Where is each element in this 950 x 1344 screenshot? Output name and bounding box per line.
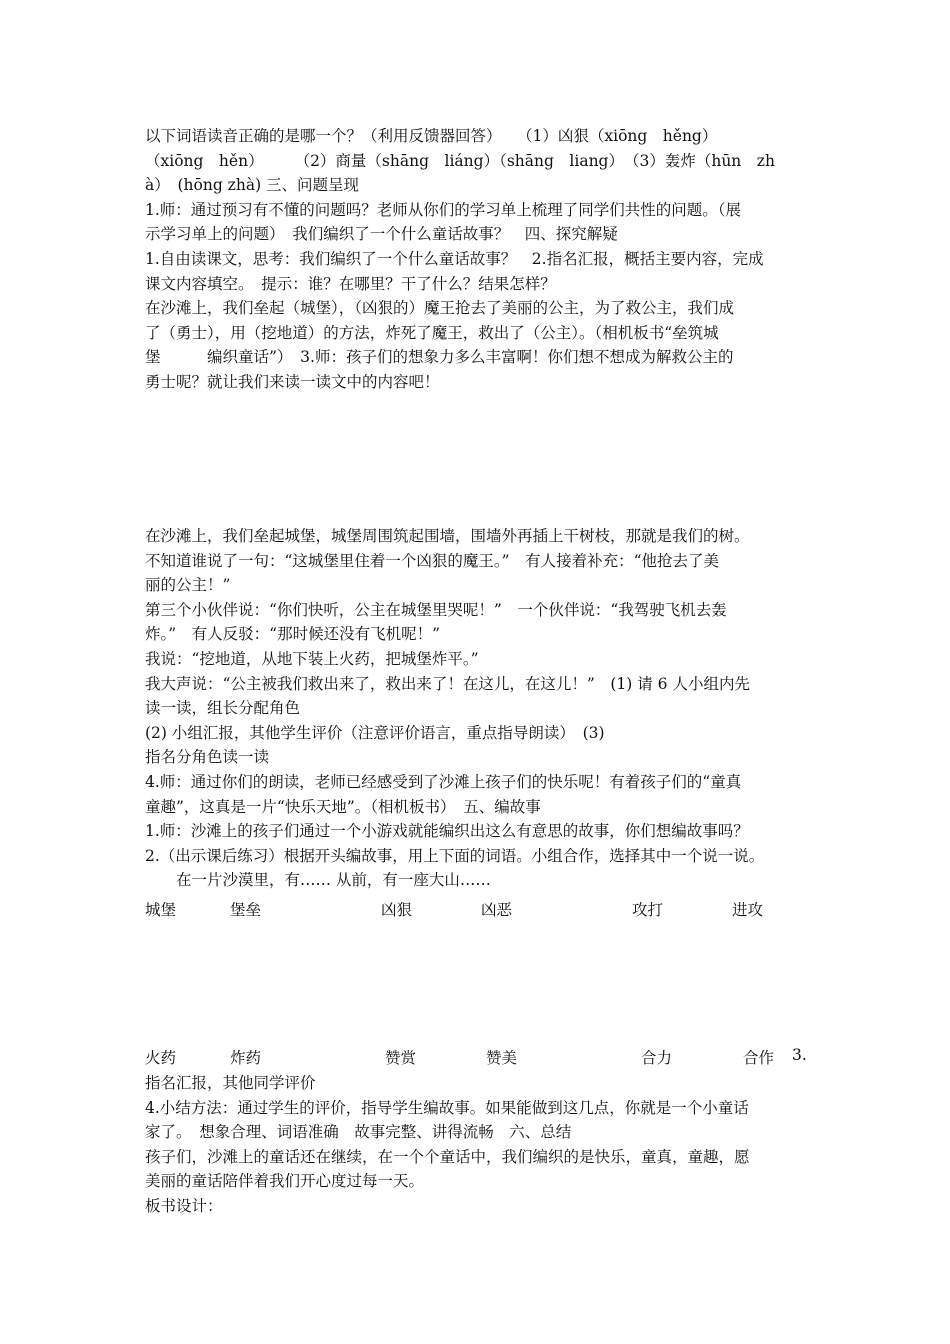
text-line: 我大声说：“公主被我们救出来了，救出来了！在这儿，在这儿！” (1) 请 6 人小组内先 xyxy=(145,674,750,693)
vocab-word: 火药 xyxy=(145,1049,177,1067)
text-line: (2) 小组汇报，其他学生评价（注意评价语言，重点指导朗读） (3) xyxy=(145,723,605,742)
vocabulary-row-1 xyxy=(145,898,810,923)
text-line: 2.（出示课后练习）根据开头编故事，用上下面的词语。小组合作，选择其中一个说一说。 xyxy=(145,846,765,865)
board-design-heading: 板书设计： xyxy=(145,1196,223,1215)
vocab-word: 炸药 xyxy=(230,1049,262,1067)
text-line: 指名分角色读一读 xyxy=(145,748,270,767)
section-intro-questions xyxy=(145,124,810,395)
text-line: 在沙滩上，我们垒起（城堡），（凶狠的）魔王抢去了美丽的公主，为了救公主，我们成 xyxy=(145,299,735,318)
vocab-word: 攻打 xyxy=(632,901,664,919)
text-line: 示学习单上的问题） 我们编织了一个什么童话故事？ 四、探究解疑 xyxy=(145,225,618,244)
text-line: （xiōng hěn） （2）商量（shāng liáng）（shāng liang） （3）轰炸（hūn zh xyxy=(145,151,775,170)
section-summary xyxy=(145,1071,810,1219)
vocab-word: 堡垒 xyxy=(230,901,262,919)
text-line: 第三个小伙伴说：“你们快听，公主在城堡里哭呢！” 一个伙伴说：“我驾驶飞机去轰 xyxy=(145,600,727,619)
vocab-word: 凶狠 xyxy=(381,901,413,919)
text-line: 孩子们，沙滩上的童话还在继续，在一个个童话中，我们编织的是快乐，童真，童趣，愿 xyxy=(145,1147,750,1166)
text-line: 了（勇士），用（挖地道）的方法，炸死了魔王，救出了（公主）。（相机板书“垒筑城 xyxy=(145,323,719,342)
text-line: 1.师：沙滩上的孩子们通过一个小游戏就能编织出这么有意思的故事，你们想编故事吗？ xyxy=(145,822,749,841)
vocab-word: 赞赏 xyxy=(385,1049,417,1067)
text-line: 以下词语读音正确的是哪一个？（利用反馈器回答） （1）凶狠（xiōng hěng） xyxy=(145,127,718,145)
text-line: 堡 编织童话”） 3.师：孩子们的想象力多么丰富啊！你们想不想成为解救公主的 xyxy=(145,348,734,367)
text-line: 4.师：通过你们的朗读，老师已经感受到了沙滩上孩子们的快乐呢！有着孩子们的“童真 xyxy=(145,772,742,791)
vocab-word: 合力 xyxy=(641,1049,673,1067)
vocab-word: 合作 xyxy=(743,1049,775,1067)
text-line: 炸。” 有人反驳：“那时候还没有飞机呢！” xyxy=(145,625,441,644)
text-line: 勇士呢？就让我们来读一读文中的内容吧！ xyxy=(145,372,440,391)
section-story-text xyxy=(145,524,810,893)
text-line: 1.自由读课文，思考：我们编织了一个什么童话故事？ 2.指名汇报，概括主要内容，完成 xyxy=(145,249,764,268)
text-line: 课文内容填空。 提示：谁？在哪里？干了什么？结果怎样？ xyxy=(145,274,556,293)
text-line: 丽的公主！” xyxy=(145,576,231,595)
text-line: 读一读，组长分配角色 xyxy=(145,699,301,718)
vocabulary-row-2 xyxy=(145,1046,810,1071)
text-line: 不知道谁说了一句：“这城堡里住着一个凶狠的魔王。” 有人接着补充：“他抢去了美 xyxy=(145,551,720,570)
vocab-word: 进攻 xyxy=(732,901,764,919)
step-number: 3. xyxy=(792,1046,807,1064)
text-line: 家了。 想象合理、词语准确 故事完整、讲得流畅 六、总结 xyxy=(145,1123,572,1142)
vocab-word: 城堡 xyxy=(145,901,177,919)
text-line: 1.师：通过预习有不懂的问题吗？老师从你们的学习单上梳理了同学们共性的问题。（展 xyxy=(145,200,742,219)
text-line: 指名汇报，其他同学评价 xyxy=(145,1074,316,1092)
text-line: 4.小结方法：通过学生的评价，指导学生编故事。如果能做到这几点，你就是一个小童话 xyxy=(145,1098,749,1117)
text-line: 美丽的童话陪伴着我们开心度过每一天。 xyxy=(145,1172,425,1191)
text-line: 我说：“挖地道，从地下装上火药，把城堡炸平。” xyxy=(145,649,479,668)
vocab-word: 赞美 xyxy=(486,1049,518,1067)
vocab-word: 凶恶 xyxy=(481,901,513,919)
text-line: 在沙滩上，我们垒起城堡，城堡周围筑起围墙，围墙外再插上干树枝，那就是我们的树。 xyxy=(145,527,750,545)
text-line: 童趣”，这真是一片“快乐天地”。（相机板书） 五、编故事 xyxy=(145,797,541,816)
text-line: à） (hōng zhà) 三、问题呈现 xyxy=(145,176,360,195)
text-line: 在一片沙漠里，有…… 从前，有一座大山…… xyxy=(145,871,491,890)
